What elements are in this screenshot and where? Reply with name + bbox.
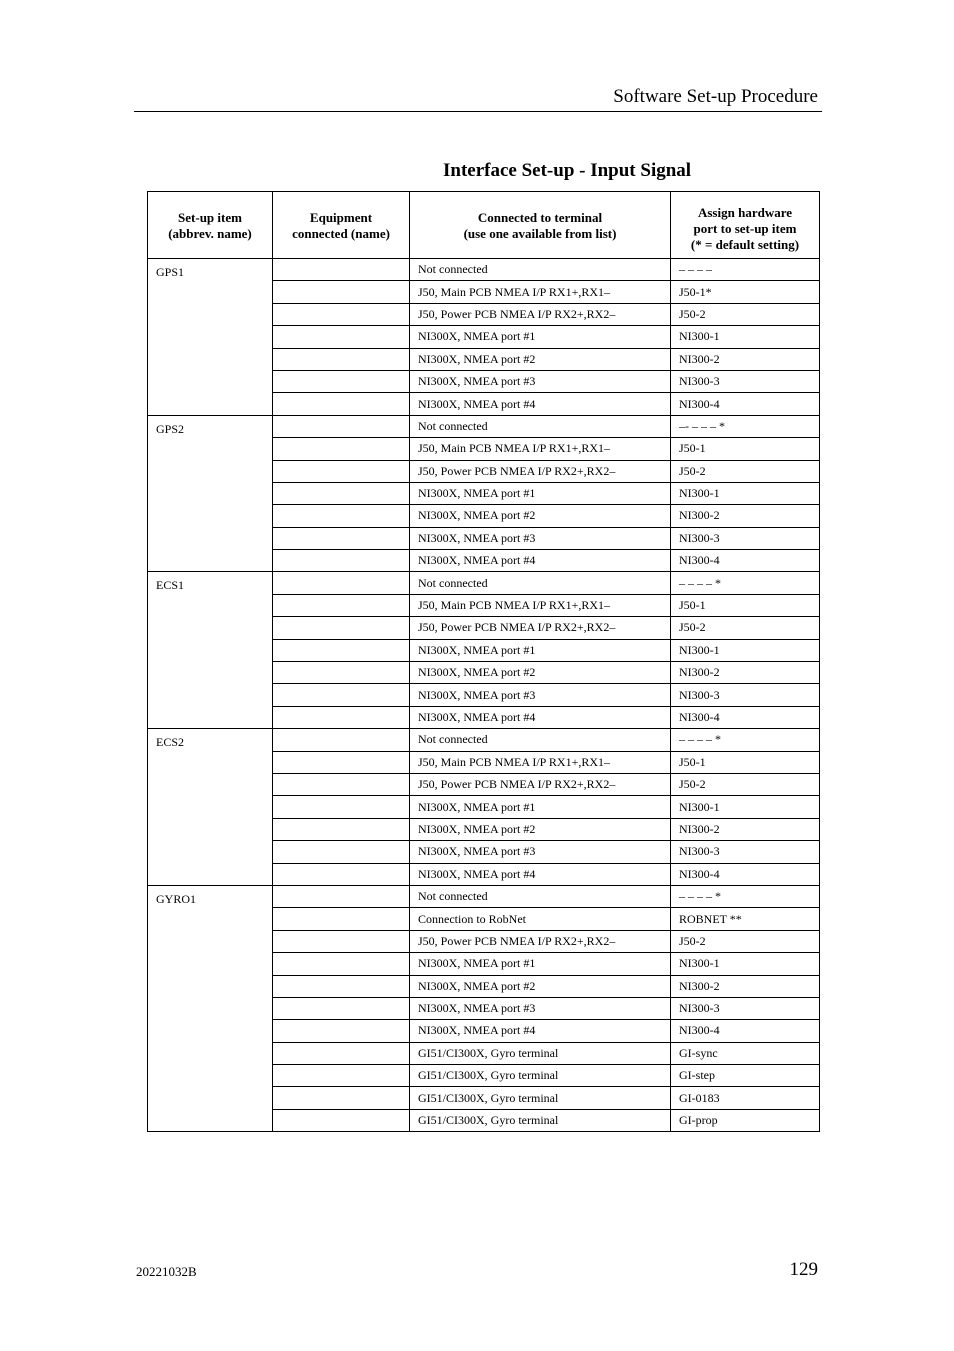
hardware-port-cell: J50-2 [671,773,820,795]
equipment-cell [273,751,410,773]
terminal-cell: J50, Power PCB NMEA I/P RX2+,RX2– [410,303,671,325]
terminal-cell: J50, Power PCB NMEA I/P RX2+,RX2– [410,930,671,952]
hardware-port-cell: – – – – * [671,885,820,907]
equipment-cell [273,1042,410,1064]
equipment-cell [273,729,410,751]
hardware-port-cell: NI300-2 [671,348,820,370]
terminal-cell: NI300X, NMEA port #4 [410,706,671,728]
header-port-line1: Assign hardware [697,205,793,220]
equipment-cell [273,684,410,706]
equipment-cell [273,773,410,795]
terminal-cell: NI300X, NMEA port #4 [410,1020,671,1042]
hardware-port-cell: J50-1 [671,751,820,773]
terminal-cell: J50, Main PCB NMEA I/P RX1+,RX1– [410,281,671,303]
equipment-cell [273,953,410,975]
header-hardware-port [671,192,820,259]
hardware-port-cell: J50-2 [671,930,820,952]
equipment-cell [273,527,410,549]
equipment-cell [273,326,410,348]
header-port-line3: (* = default setting) [690,237,800,252]
terminal-cell: NI300X, NMEA port #2 [410,505,671,527]
equipment-cell [273,863,410,885]
equipment-cell [273,594,410,616]
hardware-port-cell: NI300-3 [671,997,820,1019]
hardware-port-cell: GI-step [671,1065,820,1087]
equipment-cell [273,460,410,482]
table-row [148,259,820,281]
equipment-cell [273,639,410,661]
hardware-port-cell: – – – – [671,259,820,281]
hardware-port-cell: J50-2 [671,617,820,639]
hardware-port-cell: NI300-2 [671,505,820,527]
terminal-cell: J50, Power PCB NMEA I/P RX2+,RX2– [410,460,671,482]
equipment-cell [273,997,410,1019]
terminal-cell: NI300X, NMEA port #4 [410,863,671,885]
hardware-port-cell: J50-1 [671,438,820,460]
header-setup-item-line2: (abbrev. name) [168,226,252,241]
hardware-port-cell: J50-2 [671,460,820,482]
terminal-cell: Not connected [410,885,671,907]
equipment-cell [273,259,410,281]
hardware-port-cell: J50-2 [671,303,820,325]
page-number: 129 [789,1259,818,1280]
hardware-port-cell: NI300-3 [671,684,820,706]
terminal-cell: GI51/CI300X, Gyro terminal [410,1065,671,1087]
header-port-line2: port to set-up item [693,221,797,236]
equipment-cell [273,370,410,392]
terminal-cell: NI300X, NMEA port #1 [410,482,671,504]
hardware-port-cell: NI300-1 [671,326,820,348]
setup-item-cell: GPS1 [148,259,273,416]
hardware-port-cell: NI300-3 [671,370,820,392]
equipment-cell [273,550,410,572]
hardware-port-cell: NI300-1 [671,482,820,504]
terminal-cell: NI300X, NMEA port #3 [410,527,671,549]
equipment-cell [273,281,410,303]
equipment-cell [273,930,410,952]
terminal-cell: Connection to RobNet [410,908,671,930]
hardware-port-cell: GI-sync [671,1042,820,1064]
terminal-cell: Not connected [410,572,671,594]
table-body [148,259,820,1132]
equipment-cell [273,617,410,639]
table-title: Interface Set-up - Input Signal [443,160,692,181]
hardware-port-cell: NI300-4 [671,706,820,728]
hardware-port-cell: NI300-4 [671,1020,820,1042]
terminal-cell: J50, Power PCB NMEA I/P RX2+,RX2– [410,617,671,639]
hardware-port-cell: – – – – * [671,572,820,594]
terminal-cell: NI300X, NMEA port #3 [410,997,671,1019]
hardware-port-cell: GI-0183 [671,1087,820,1109]
header-terminal-line2: (use one available from list) [463,226,617,241]
hardware-port-cell: NI300-4 [671,393,820,415]
header-equipment-line1: Equipment [309,210,373,225]
setup-item-cell: ECS1 [148,572,273,729]
terminal-cell: NI300X, NMEA port #1 [410,953,671,975]
page-header-title: Software Set-up Procedure [613,86,818,107]
equipment-cell [273,348,410,370]
equipment-cell [273,975,410,997]
terminal-cell: NI300X, NMEA port #2 [410,662,671,684]
terminal-cell: Not connected [410,259,671,281]
terminal-cell: NI300X, NMEA port #4 [410,550,671,572]
setup-item-cell: GYRO1 [148,885,273,1131]
equipment-cell [273,908,410,930]
header-equipment-line2: connected (name) [292,226,390,241]
terminal-cell: NI300X, NMEA port #1 [410,326,671,348]
hardware-port-cell: NI300-4 [671,863,820,885]
setup-item-cell: GPS2 [148,415,273,572]
terminal-cell: NI300X, NMEA port #2 [410,975,671,997]
terminal-cell: Not connected [410,729,671,751]
terminal-cell: NI300X, NMEA port #4 [410,393,671,415]
hardware-port-cell: NI300-1 [671,796,820,818]
hardware-port-cell: NI300-2 [671,975,820,997]
document-number: 20221032B [136,1264,197,1279]
equipment-cell [273,303,410,325]
equipment-cell [273,1087,410,1109]
setup-item-cell: ECS2 [148,729,273,886]
header-terminal [410,192,671,259]
table-header-row [148,192,820,259]
hardware-port-cell: –- – – – * [671,415,820,437]
terminal-cell: GI51/CI300X, Gyro terminal [410,1042,671,1064]
hardware-port-cell: NI300-1 [671,639,820,661]
table-row [148,415,820,437]
header-setup-item-line1: Set-up item [178,210,242,225]
equipment-cell [273,1020,410,1042]
terminal-cell: J50, Main PCB NMEA I/P RX1+,RX1– [410,438,671,460]
hardware-port-cell: NI300-2 [671,662,820,684]
header-equipment [273,192,410,259]
equipment-cell [273,706,410,728]
header-divider [134,111,822,112]
header-terminal-line1: Connected to terminal [477,210,603,225]
hardware-port-cell: J50-1 [671,594,820,616]
equipment-cell [273,1109,410,1131]
hardware-port-cell: NI300-3 [671,841,820,863]
equipment-cell [273,818,410,840]
terminal-cell: J50, Main PCB NMEA I/P RX1+,RX1– [410,594,671,616]
table-row [148,729,820,751]
hardware-port-cell: GI-prop [671,1109,820,1131]
hardware-port-cell: – – – – * [671,729,820,751]
equipment-cell [273,841,410,863]
hardware-port-cell: NI300-4 [671,550,820,572]
equipment-cell [273,393,410,415]
equipment-cell [273,505,410,527]
hardware-port-cell: J50-1* [671,281,820,303]
terminal-cell: GI51/CI300X, Gyro terminal [410,1087,671,1109]
hardware-port-cell: NI300-3 [671,527,820,549]
terminal-cell: NI300X, NMEA port #3 [410,370,671,392]
equipment-cell [273,572,410,594]
terminal-cell: NI300X, NMEA port #1 [410,639,671,661]
hardware-port-cell: ROBNET ** [671,908,820,930]
table-row [148,572,820,594]
hardware-port-cell: NI300-1 [671,953,820,975]
terminal-cell: Not connected [410,415,671,437]
terminal-cell: NI300X, NMEA port #2 [410,348,671,370]
header-setup-item [148,192,273,259]
equipment-cell [273,415,410,437]
table-row [148,885,820,907]
hardware-port-cell: NI300-2 [671,818,820,840]
terminal-cell: GI51/CI300X, Gyro terminal [410,1109,671,1131]
terminal-cell: J50, Power PCB NMEA I/P RX2+,RX2– [410,773,671,795]
terminal-cell: NI300X, NMEA port #1 [410,796,671,818]
terminal-cell: NI300X, NMEA port #3 [410,684,671,706]
terminal-cell: NI300X, NMEA port #2 [410,818,671,840]
equipment-cell [273,1065,410,1087]
terminal-cell: J50, Main PCB NMEA I/P RX1+,RX1– [410,751,671,773]
equipment-cell [273,796,410,818]
equipment-cell [273,438,410,460]
interface-setup-table [147,191,820,1132]
equipment-cell [273,885,410,907]
terminal-cell: NI300X, NMEA port #3 [410,841,671,863]
equipment-cell [273,662,410,684]
equipment-cell [273,482,410,504]
